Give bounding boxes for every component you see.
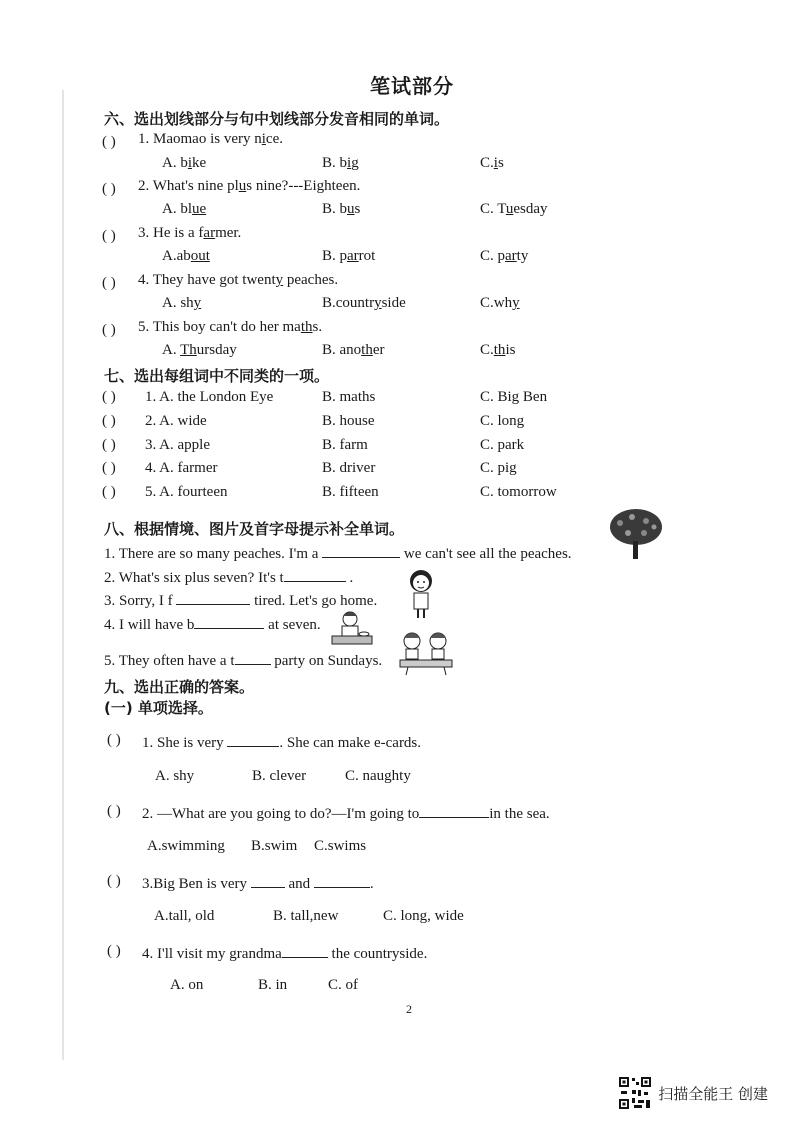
option-text: A.ab: [162, 248, 191, 264]
answer-paren: ( ): [102, 275, 116, 291]
choice-option: A.tall, old: [154, 908, 215, 924]
answer-paren: ( ): [102, 484, 116, 500]
option-text: A. bl: [162, 201, 192, 217]
question-pre: 3.Big Ben is very: [142, 876, 251, 892]
option-text: A.: [162, 342, 181, 358]
option-text: B. b: [322, 155, 348, 171]
option-underlined: out: [190, 248, 210, 264]
option-b: B. house: [322, 413, 375, 429]
option-underlined: y: [374, 295, 382, 311]
question-text: [142, 803, 550, 823]
option-text: B. p: [322, 248, 348, 264]
option-c: [480, 295, 520, 312]
option-text: A. sh: [162, 295, 194, 311]
question-text: [138, 225, 241, 242]
option-c: [480, 155, 504, 172]
option-text: C. T: [480, 201, 506, 217]
answer-paren: ( ): [102, 134, 116, 150]
answer-paren: ( ): [107, 943, 121, 959]
option-b: [322, 155, 359, 172]
option-b: [322, 342, 385, 359]
question-post: ce.: [265, 131, 283, 147]
option-text: C.: [480, 342, 494, 358]
sentence-start: 4. I will have b: [104, 617, 195, 633]
option-a: [162, 342, 237, 359]
option-b: [322, 201, 360, 218]
fill-in-sentence: [104, 614, 321, 634]
answer-blank[interactable]: [251, 873, 285, 888]
option-c: C. Big Ben: [480, 389, 548, 405]
section-9-subheading: (一) 单项选择。: [104, 699, 213, 717]
answer-blank[interactable]: [322, 543, 400, 558]
choice-option: B. clever: [252, 768, 307, 784]
sentence-end: tired. Let's go home.: [250, 593, 378, 609]
option-rest: ke: [192, 155, 207, 171]
choice-option: B. in: [258, 977, 288, 993]
option-text: C.: [480, 155, 494, 171]
section-8-heading: 八、根据情境、图片及首字母提示补全单词。: [104, 520, 405, 538]
question-pre: 5. This boy can't do her ma: [138, 319, 301, 335]
qr-code-icon: [618, 1076, 652, 1110]
answer-blank[interactable]: [176, 590, 250, 605]
question-text: [142, 732, 421, 752]
page-number: 2: [406, 1002, 412, 1016]
fill-in-sentence: [104, 543, 572, 563]
answer-paren: ( ): [102, 460, 116, 476]
answer-paren: ( ): [102, 228, 116, 244]
answer-blank[interactable]: [194, 614, 264, 629]
scan-edge: [62, 90, 64, 1060]
option-text: C.wh: [480, 295, 513, 311]
option-rest: g: [351, 155, 359, 171]
question-text: [142, 943, 427, 963]
underlined-letters: y: [275, 272, 284, 288]
answer-paren: ( ): [107, 732, 121, 748]
choice-option: C. long, wide: [383, 908, 464, 924]
answer-paren: ( ): [102, 389, 116, 405]
sentence-end: we can't see all the peaches.: [400, 546, 572, 562]
sentence-end: party on Sundays.: [270, 653, 383, 669]
question-post: in the sea.: [489, 806, 550, 822]
section-6-heading: 六、选出划线部分与句中划线部分发音相同的单词。: [104, 110, 450, 128]
option-c: [480, 248, 528, 265]
question-pre: 4. I'll visit my grandma: [142, 946, 282, 962]
choice-option: B.swim: [251, 838, 298, 854]
question-pre: 2. —What are you going to do?—I'm going to: [142, 806, 420, 822]
option-a: [162, 155, 206, 172]
option-text: A. b: [162, 155, 188, 171]
page-title: 笔试部分: [370, 74, 454, 98]
answer-paren: ( ): [107, 873, 121, 889]
option-underlined: u: [347, 201, 355, 217]
option-b: [322, 248, 375, 265]
option-rest: s: [354, 201, 361, 217]
answer-blank[interactable]: [284, 567, 346, 582]
option-text: B. b: [322, 201, 348, 217]
choice-option: A. shy: [155, 768, 195, 784]
option-underlined: y: [193, 295, 202, 311]
answer-paren: ( ): [102, 181, 116, 197]
underlined-letters: th: [300, 319, 313, 335]
underlined-letters: u: [238, 178, 247, 194]
option-a: [162, 248, 210, 265]
option-underlined: ar: [505, 248, 517, 264]
question-post: . She can make e-cards.: [279, 735, 422, 751]
option-rest: rot: [358, 248, 376, 264]
tired-girl-icon: [404, 568, 438, 620]
option-rest: s: [497, 155, 504, 171]
option-rest: is: [505, 342, 516, 358]
answer-paren: ( ): [107, 803, 121, 819]
option-c: C. tomorrow: [480, 484, 557, 500]
question-text: [138, 319, 322, 336]
option-a: 5. A. fourteen: [145, 484, 228, 500]
option-c: [480, 342, 515, 359]
answer-paren: ( ): [102, 322, 116, 338]
choice-option: C.swims: [314, 838, 367, 854]
option-a: 1. A. the London Eye: [145, 389, 274, 405]
sentence-end: .: [345, 570, 354, 586]
option-c: C. long: [480, 413, 525, 429]
question-pre: 1. Maomao is very n: [138, 131, 262, 147]
option-b: [322, 295, 406, 312]
option-a: 2. A. wide: [145, 413, 207, 429]
option-underlined: th: [493, 342, 506, 358]
question-post: the countryside.: [327, 946, 428, 962]
option-underlined: i: [347, 155, 352, 171]
option-c: [480, 201, 548, 218]
question-pre: 2. What's nine pl: [138, 178, 239, 194]
choice-option: C. of: [328, 977, 358, 993]
option-rest: side: [381, 295, 406, 311]
underlined-letters: ar: [203, 225, 216, 241]
choice-option: A. on: [170, 977, 204, 993]
section-7-heading: 七、选出每组词中不同类的一项。: [104, 367, 330, 385]
option-text: C. p: [480, 248, 506, 264]
question-post: .: [369, 876, 374, 892]
footer-text: 扫描全能王 创建: [658, 1084, 768, 1103]
answer-blank[interactable]: [314, 873, 370, 888]
answer-blank[interactable]: [282, 943, 328, 958]
option-c: C. pig: [480, 460, 517, 476]
question-text: [138, 131, 283, 148]
sentence-start: 1. There are so many peaches. I'm a: [104, 546, 323, 562]
question-post: peaches.: [283, 272, 339, 288]
option-c: C. park: [480, 437, 525, 453]
sentence-start: 5. They often have a t: [104, 653, 235, 669]
option-a: 4. A. farmer: [145, 460, 218, 476]
option-rest: ty: [516, 248, 529, 264]
scanner-footer: [618, 1076, 768, 1110]
answer-paren: ( ): [102, 437, 116, 453]
question-pre: 1. She is very: [142, 735, 228, 751]
fill-in-sentence: [104, 590, 377, 610]
breakfast-boy-icon: [330, 610, 374, 646]
question-post: s.: [312, 319, 323, 335]
answer-blank[interactable]: [227, 732, 279, 747]
option-rest: er: [372, 342, 385, 358]
sentence-start: 3. Sorry, I f: [104, 593, 177, 609]
sentence-end: at seven.: [264, 617, 321, 633]
option-a: [162, 201, 206, 218]
question-post: s nine?---Eighteen.: [246, 178, 361, 194]
question-mid: and: [284, 876, 314, 892]
option-a: [162, 295, 201, 312]
answer-blank[interactable]: [419, 803, 489, 818]
answer-blank[interactable]: [235, 650, 271, 665]
question-text: [142, 873, 374, 893]
option-underlined: th: [361, 342, 373, 358]
question-text: [138, 178, 360, 195]
choice-option: A.swimming: [147, 838, 225, 854]
option-rest: esday: [513, 201, 548, 217]
option-underlined: u: [505, 201, 514, 217]
fill-in-sentence: [104, 650, 382, 670]
question-post: mer.: [215, 225, 242, 241]
choice-option: C. naughty: [345, 768, 411, 784]
sentence-start: 2. What's six plus seven? It's t: [104, 570, 284, 586]
option-b: B. farm: [322, 437, 368, 453]
option-a: 3. A. apple: [145, 437, 210, 453]
option-underlined: ue: [192, 201, 207, 217]
option-underlined: Th: [180, 342, 197, 358]
option-underlined: y: [512, 295, 520, 311]
option-b: B. driver: [322, 460, 376, 476]
option-text: B.countr: [322, 295, 375, 311]
option-b: B. fifteen: [322, 484, 379, 500]
question-pre: 3. He is a f: [138, 225, 204, 241]
underlined-letters: i: [261, 131, 266, 147]
section-9-heading: 九、选出正确的答案。: [104, 678, 255, 696]
option-rest: ursday: [196, 342, 237, 358]
choice-option: B. tall,new: [273, 908, 339, 924]
peach-tree-icon: [606, 505, 666, 561]
option-underlined: i: [187, 155, 193, 171]
answer-paren: ( ): [102, 413, 116, 429]
question-pre: 4. They have got twent: [138, 272, 276, 288]
option-underlined: ar: [347, 248, 359, 264]
option-b: B. maths: [322, 389, 376, 405]
option-underlined: i: [493, 155, 498, 171]
option-text: B. ano: [322, 342, 362, 358]
tea-party-icon: [398, 630, 454, 676]
fill-in-sentence: [104, 567, 353, 587]
question-text: [138, 272, 338, 289]
